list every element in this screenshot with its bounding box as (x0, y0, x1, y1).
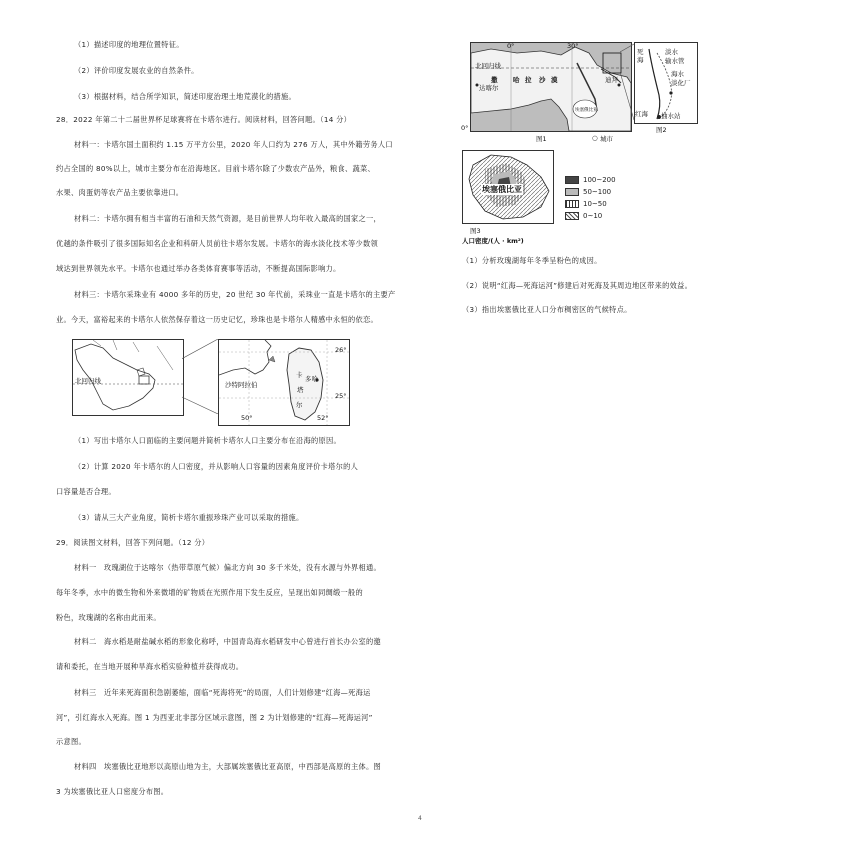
q28-item-1: （1）写出卡塔尔人口面临的主要问题并简析卡塔尔人口主要分布在沿海的原因。 (74, 436, 341, 445)
q29-material-1-line-1: 材料一 玫瑰湖位于达喀尔（热带草原气候）偏北方向 30 多千米处，没有水源与外界相通。 (74, 563, 381, 572)
q29-item-1: （1）分析玫瑰湖每年冬季呈粉色的成因。 (462, 256, 602, 265)
q27-item-3: （3）根据材料，结合所学知识，简述印度治理土地荒漠化的措施。 (74, 92, 297, 101)
q28-material-3-line-1: 材料三：卡塔尔采珠业有 4000 多年的历史，20 世纪 30 年代前，采珠业一直是卡塔尔的主要产 (74, 290, 396, 299)
legend-row-3 (565, 200, 607, 208)
sahara-char-2: 哈 (513, 76, 520, 84)
q28-item-2-line-2: 口容量是否合理。 (56, 487, 116, 496)
legend-row-4 (565, 212, 602, 220)
figure-1-map (470, 42, 632, 132)
fig1-tropic-label: 北回归线 (475, 62, 501, 70)
q28-material-1-line-3: 水果、肉蛋奶等农产品主要依靠进口。 (56, 188, 184, 197)
fig1-deg0-left: 0° (461, 124, 469, 132)
fig1-deg0-top: 0° (507, 42, 515, 50)
page-number: 4 (418, 815, 422, 822)
qatar-char-2: 塔 (297, 386, 304, 394)
tropic-label: 北回归线 (75, 377, 101, 385)
figure-2-map (634, 42, 698, 124)
q29-item-3: （3）指出埃塞俄比亚人口分布稠密区的气候特点。 (462, 305, 632, 314)
fig1-caption: 图1 (536, 135, 547, 143)
sahara-char-3: 拉 (525, 76, 532, 84)
q27-item-1: （1）描述印度的地理位置特征。 (74, 40, 184, 49)
legend-row-1 (565, 176, 616, 184)
fig2-caption: 图2 (656, 126, 667, 134)
q28-material-1-line-2: 约占全国的 80%以上，城市主要分布在沿海地区。目前卡塔尔除了少数农产品外，粮食、蔬菜、 (56, 164, 375, 173)
dubai-label: 迪拜 (605, 76, 618, 84)
q28-item-2-line-1: （2）计算 2020 年卡塔尔的人口密度，并从影响人口容量的因素角度评价卡塔尔的人 (74, 462, 359, 471)
legend-label-2: 50~100 (583, 188, 612, 196)
lat-25-label: 25° (335, 392, 347, 400)
legend-swatch-light (565, 188, 579, 196)
sahara-char-5: 漠 (551, 76, 558, 84)
q29-material-2-line-1: 材料二 海水稻是耐盐碱水稻的形象化称呼，中国青岛海水稻研发中心曾进行首长办公室的邀 (74, 637, 381, 646)
dead-sea-label-2: 海 (637, 56, 644, 64)
q29-item-2: （2）说明“红海—死海运河”修建后对死海及其周边地区带来的效益。 (462, 281, 693, 290)
q28-material-2-line-3: 域达到世界领先水平。卡塔尔也通过举办各类体育赛事等活动，不断提高国际影响力。 (56, 264, 341, 273)
figure-3-map (462, 150, 554, 224)
qatar-char-1: 卡 (296, 371, 303, 379)
qatar-detail-map (218, 339, 350, 426)
arabian-peninsula-map (72, 339, 184, 416)
q29-material-3-line-1: 材料三 近年来死海面积急剧萎缩，面临“死海将死”的局面，人们计划修建“红海—死海运 (74, 688, 371, 697)
q29-material-3-line-3: 示意图。 (56, 737, 86, 746)
sahara-char-1: 撒 (491, 76, 498, 84)
sahara-char-4: 沙 (539, 76, 546, 84)
fresh-pipe-label-1: 淡水 (665, 48, 678, 56)
fig3-unit: 人口密度/(人 · km²) (462, 237, 524, 245)
fresh-pipe-label-2: 输水管 (665, 57, 685, 65)
q29-material-1-line-2: 每年冬季，水中的微生物和外来微增的矿物质在光照作用下发生反应，呈现出如同绸缎一般的 (56, 588, 363, 597)
q29-material-2-line-2: 请和委托，在当地开展种旱海水稻实验种植并获得成功。 (56, 662, 244, 671)
q28-item-3: （3）请从三大产业角度，简析卡塔尔重振珍珠产业可以采取的措施。 (74, 513, 304, 522)
q29-title: 29．阅读图文材料，回答下列问题。（12 分） (56, 538, 210, 547)
fig1-ethiopia-label: 埃塞俄比亚 (575, 108, 598, 113)
q29-material-4-line-2: 3 为埃塞俄比亚人口密度分布图。 (56, 787, 169, 796)
zoom-connector-lines (182, 339, 218, 414)
red-sea-label: 红海 (635, 110, 648, 118)
legend-swatch-vlines (565, 200, 579, 208)
desal-label-1: 海水 (671, 70, 684, 78)
legend-label-1: 100~200 (583, 176, 616, 184)
legend-label-4: 0~10 (583, 212, 603, 220)
desal-label-2: 淡化厂 (671, 79, 691, 87)
q27-item-2: （2）评价印度发展农业的自然条件。 (74, 66, 199, 75)
ethiopia-label: 埃塞俄比亚 (482, 185, 522, 194)
lat-26-label: 26° (335, 346, 347, 354)
q29-material-4-line-1: 材料四 埃塞俄比亚地形以高原山地为主，大部属埃塞俄比亚高原，中西部是高原的主体。图 (74, 762, 381, 771)
fig1-deg30-top: 30° (567, 42, 579, 50)
q28-title: 28．2022 年第二十二届世界杯足球赛将在卡塔尔进行。阅读材料，回答问题。（14 分） (56, 115, 352, 124)
city-legend-icon: ○ (592, 134, 598, 142)
dakar-label: 达喀尔 (479, 84, 499, 92)
legend-row-2 (565, 188, 611, 196)
fig3-caption: 图3 (470, 227, 481, 235)
lon-52-label: 52° (317, 414, 329, 422)
q28-material-3-line-2: 业。今天，富裕起来的卡塔尔人依然保存着这一历史记忆，珍珠也是卡塔尔人精感中永恒的依恋。 (56, 315, 378, 324)
saudi-arabia-label: 沙特阿拉伯 (225, 381, 258, 389)
legend-swatch-dark (565, 176, 579, 184)
legend-label-3: 10~50 (583, 200, 607, 208)
fig1-fig2-connector (620, 42, 634, 122)
lon-50-label: 50° (241, 414, 253, 422)
qatar-char-3: 尔 (296, 401, 303, 409)
q28-material-1-line-1: 材料一：卡塔尔国土面积约 1.15 万平方公里，2020 年人口约为 276 万人，其中外籍劳务人口 (74, 140, 393, 149)
legend-swatch-hatch (565, 212, 579, 220)
doha-label: 多哈 (305, 375, 318, 383)
pump-station-label: 抽水站 (661, 112, 681, 120)
dead-sea-label-1: 死 (637, 48, 644, 56)
q29-material-3-line-2: 河”，引红海水入死海。图 1 为西亚北非部分区域示意图，图 2 为计划修建的“红海—死海运河” (56, 713, 373, 722)
q28-material-2-line-2: 优越的条件吸引了很多国际知名企业和科研人员前往卡塔尔发展。卡塔尔的海水淡化技术等少数领 (56, 239, 378, 248)
q29-material-1-line-3: 粉色，玫瑰湖的名称由此而来。 (56, 613, 161, 622)
q28-material-2-line-1: 材料二：卡塔尔拥有相当丰富的石油和天然气资源，是目前世界人均年收入最高的国家之一， (74, 214, 381, 223)
city-legend-label: 城市 (600, 135, 613, 143)
